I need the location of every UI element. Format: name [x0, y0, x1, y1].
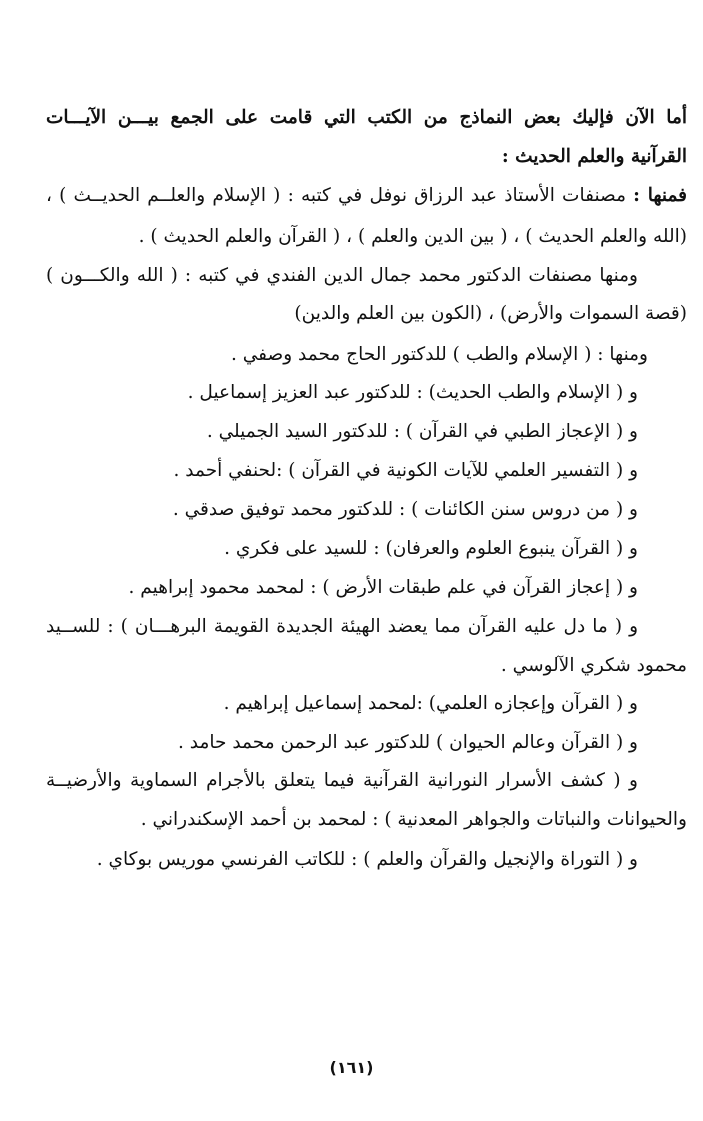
intro-line-2: القرآنية والعلم الحديث :	[501, 146, 687, 167]
paragraph-1-label: فمنها :	[633, 185, 687, 206]
list-item: و ( التفسير العلمي للآيات الكونية في القرآن ) :لحنفي أحمد .	[173, 460, 638, 481]
paragraph-1-line-1-text: مصنفات الأستاذ عبد الرزاق نوفل في كتبه : ( الإسلام والعلــم الحديــث ) ،	[46, 185, 634, 206]
list-item-long-1-line-1: و ( ما دل عليه القرآن مما يعضد الهيئة الجديدة القويمة البرهـــان ) : للســيد	[46, 616, 638, 637]
list-item: و ( الإعجاز الطبي في القرآن ) : للدكتور السيد الجميلي .	[206, 421, 638, 442]
paragraph-1-line-2: (الله والعلم الحديث ) ، ( بين الدين والعلم ) ، ( القرآن والعلم الحديث ) .	[138, 226, 687, 247]
list-item-long-1-line-2: محمود شكري الآلوسي .	[500, 655, 687, 676]
list-item-long-2-line-1: و ( كشف الأسرار النورانية القرآنية فيما يتعلق بالأجرام السماوية والأرضيــة	[46, 770, 638, 791]
intro-line-1: أما الآن فإليك بعض النماذج من الكتب التي قامت على الجمع بيـــن الآيـــات	[46, 107, 687, 128]
list-item: و ( القرآن وعالم الحيوان ) للدكتور عبد الرحمن محمد حامد .	[178, 732, 638, 753]
paragraph-2-line-2: (قصة السموات والأرض) ، (الكون بين العلم والدين)	[294, 303, 687, 324]
list-item: و ( القرآن ينبوع العلوم والعرفان) : للسيد على فكري .	[224, 538, 638, 559]
page-number: (١٦١)	[329, 1058, 374, 1077]
list-item: و ( الإسلام والطب الحديث) : للدكتور عبد العزيز إسماعيل .	[187, 382, 638, 403]
list-item: ومنها : ( الإسلام والطب ) للدكتور الحاج محمد وصفي .	[230, 344, 648, 365]
paragraph-2-line-1: ومنها مصنفات الدكتور محمد جمال الدين الفندي في كتبه : ( الله والكـــون )	[46, 265, 638, 286]
list-item: و ( التوراة والإنجيل والقرآن والعلم ) : للكاتب الفرنسي موريس بوكاي .	[96, 849, 638, 870]
list-item-long-2-line-2: والحيوانات والنباتات والجواهر المعدنية ) : لمحمد بن أحمد الإسكندراني .	[140, 809, 687, 830]
list-item: و ( القرآن وإعجازه العلمي) :لمحمد إسماعيل إبراهيم .	[223, 693, 638, 714]
list-item: و ( إعجاز القرآن في علم طبقات الأرض ) : لمحمد محمود إبراهيم .	[128, 577, 638, 598]
list-item: و ( من دروس سنن الكائنات ) : للدكتور محمد توفيق صدقي .	[172, 499, 638, 520]
paragraph-1-line-1	[46, 181, 687, 211]
